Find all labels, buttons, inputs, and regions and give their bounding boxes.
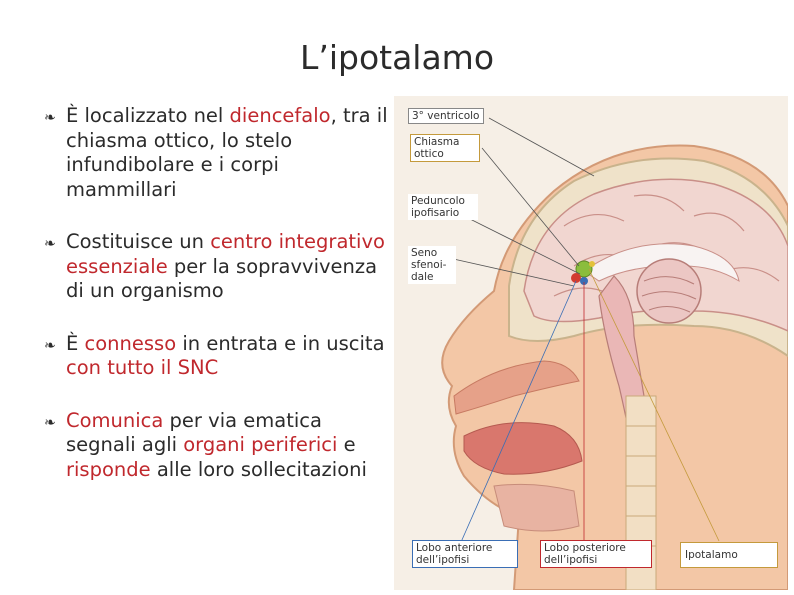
bullet-text: e <box>337 433 356 456</box>
bullet-highlight: diencefalo <box>229 104 331 127</box>
label-sphenoid-sinus: Seno sfenoi-dale <box>408 246 456 284</box>
bullet-text: Costituisce un <box>66 230 211 253</box>
bullet-text: È localizzato nel <box>66 104 230 127</box>
bullet-item <box>44 408 393 483</box>
bullet-highlight: organi periferici <box>183 433 338 456</box>
head-sagittal-section <box>394 96 788 590</box>
label-anterior-pituitary: Lobo anteriore dell’ipofisi <box>412 540 518 568</box>
bullet-text: per via ematica segnali agli <box>66 408 322 456</box>
bullet-highlight: con tutto il SNC <box>66 356 219 379</box>
label-3rd-ventricle: 3° ventricolo <box>408 108 484 124</box>
bullet-text: in entrata e in uscita <box>176 331 385 355</box>
bullet-highlight: risponde <box>66 457 151 481</box>
bullet-item <box>44 230 393 304</box>
bullet-icon: ❧ <box>44 110 56 126</box>
bullet-text: alle loro sollecitazioni <box>150 457 367 481</box>
label-pituitary-stalk: Peduncolo ipofisario <box>408 194 478 220</box>
bullet-text: , tra il chiasma ottico, lo stelo infundibolare e i corpi mammillari <box>66 104 388 201</box>
bullet-icon: ❧ <box>44 414 56 431</box>
bullet-list <box>44 104 393 510</box>
anatomy-illustration <box>394 96 788 590</box>
label-optic-chiasm: Chiasma ottico <box>410 134 480 162</box>
label-hypothalamus: Ipotalamo <box>680 542 778 568</box>
bullet-highlight: connesso <box>84 331 177 355</box>
label-posterior-pituitary: Lobo posteriore dell’ipofisi <box>540 540 652 568</box>
slide-title: L’ipotalamo <box>299 38 495 77</box>
bullet-item <box>44 104 393 202</box>
bullet-text: È <box>66 331 85 355</box>
bullet-icon: ❧ <box>44 236 56 252</box>
bullet-item <box>44 331 393 381</box>
bullet-icon: ❧ <box>44 337 56 354</box>
bullet-text: per la sopravvivenza di un organismo <box>66 254 378 302</box>
bullet-highlight: Comunica <box>66 408 164 432</box>
bullet-highlight: centro integrativo essenziale <box>66 230 385 278</box>
